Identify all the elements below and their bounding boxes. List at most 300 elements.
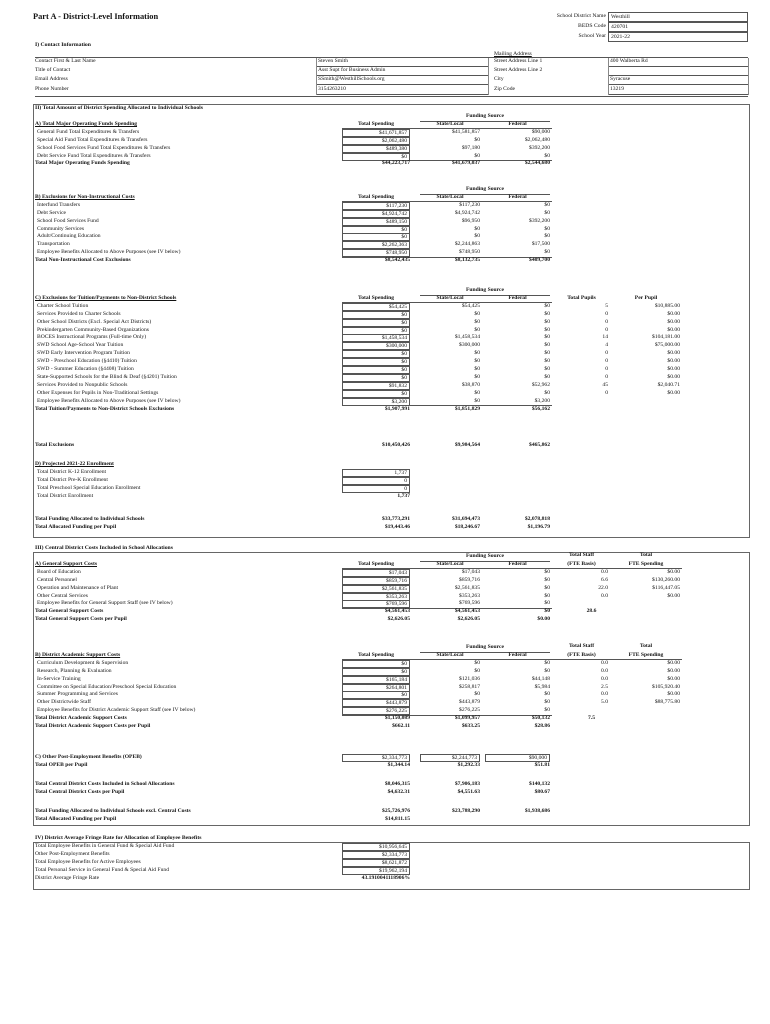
total-spending-cell[interactable]: $117,230 [342,202,410,210]
state-local-cell: $41,581,857 [452,128,480,135]
page-title: Part A - District-Level Information [33,12,159,21]
staff-cell[interactable]: 0.0 [601,675,608,682]
federal-cell: $0 [544,592,550,599]
total-pupils-cell[interactable]: 0 [605,350,608,357]
total-spending-cell[interactable]: $0 [342,311,410,319]
total-spending-cell[interactable]: $276,225 [342,707,410,715]
total-spending-header: Total Spending [357,560,394,567]
total-pupils-cell[interactable]: 5 [605,302,608,309]
state-local-cell: $0 [474,318,480,325]
federal-cell: $90,000 [531,128,550,135]
excl-central-total: $25,726,976 [382,808,410,814]
total-spending-cell[interactable]: $54,425 [342,303,410,311]
federal-cell: $44,148 [531,675,550,682]
fte-spending-header: FTE Spending [628,651,664,658]
mailing-label: Street Address Line 1 [494,58,543,64]
state-local-cell: $0 [474,233,480,240]
fringe-label: Other Post-Employment Benefits [35,850,110,857]
fte-total-header: Total [639,552,653,558]
total-spending-cell[interactable]: $0 [342,233,410,241]
enrollment-heading: D) Projected 2021-22 Enrollment [35,461,114,467]
state-local-cell: $769,596 [459,600,480,607]
total-spending-cell[interactable]: $17,043 [342,569,410,577]
enrollment-total-value: 1,737 [397,492,410,499]
section-total-label: Total District Academic Support Costs [35,715,127,722]
row-label: Other Districtwide Staff [37,699,91,706]
per-pupil-fed: $0.00 [537,616,550,623]
federal-header: Federal [508,120,527,127]
federal-cell: $5,984 [534,683,550,690]
central-label: Total Central District Costs Included in School Allocations [35,781,175,787]
mailing-value[interactable]: Syracuse [610,76,631,83]
total-spending-cell[interactable]: $4,924,742 [342,210,410,218]
staff-cell[interactable]: 0.0 [601,592,608,599]
state-local-header: State/Local [436,651,464,658]
alloc_per_pupil-label: Total Allocated Funding per Pupil [35,523,117,530]
funding-source-header: Funding Source [466,186,504,192]
row-label: Debt Service Fund Total Expenditures & Transfers [37,152,151,159]
federal-cell: $0 [544,152,550,159]
section-total-label: Total General Support Costs [35,608,104,615]
contact-label: Email Address [35,76,68,83]
funding_alloc-sl: $31,694,473 [452,516,480,522]
funding-source-header: Funding Source [466,287,504,293]
federal-header: Federal [508,193,527,200]
section-total-value: $1,150,089 [384,715,410,722]
total-spending-header: Total Spending [357,120,394,127]
total-spending-cell[interactable]: $2,262,363 [342,241,410,249]
state-local-cell: $121,036 [459,675,480,682]
opeb-per-pupil-fed: $51.81 [534,761,550,768]
beds-code-label: BEDS Code [578,23,606,29]
row-label: Adult/Continuing Education [37,233,101,240]
central_pp-fed: $80.67 [534,788,550,795]
row-label: Summer Programming and Services [37,691,118,698]
state-local-cell: $0 [474,358,480,365]
state-local-cell: $4,924,742 [454,209,480,216]
staff-cell[interactable]: 0.0 [601,568,608,575]
total-exclusions-label: Total Exclusions [35,442,75,448]
federal-cell: $0 [544,366,550,372]
row-label: Research, Planning & Evaluation [37,667,112,674]
staff-cell[interactable]: 0.0 [601,691,608,698]
total-pupils-cell[interactable]: 4 [605,342,608,349]
fte-spending-cell: $0.00 [667,592,680,599]
central_pp-sl: $4,551.63 [457,788,480,795]
federal-cell: $0 [544,600,550,607]
excl-central-sl: $23,788,290 [452,808,480,814]
total-pupils-cell[interactable]: 0 [605,389,608,396]
state-local-cell: $0 [474,136,480,143]
state-local-cell: $2,561,835 [454,584,480,591]
funding_alloc-label: Total Funding Allocated to Individual Schools [35,516,145,522]
central_pp-label: Total Central District Costs per Pupil [35,788,125,795]
fte-basis-header: (FTE Basis) [567,651,596,658]
section-total-sl: $4,561,453 [454,608,480,615]
per-pupil-label: Total District Academic Support Costs per Pupil [35,723,151,729]
mailing-label: Street Address Line 2 [494,67,543,74]
central-sl: $7,906,183 [454,781,480,787]
section-ii-c-heading: C) Exclusions for Tuition/Payments to Non-District Schools [35,294,177,301]
federal-header: Federal [508,651,527,658]
staff-cell[interactable]: 5.0 [601,699,608,706]
row-label: School Food Services Fund Total Expenditures & Transfers [37,144,171,151]
total-spending-cell[interactable]: $0 [342,327,410,335]
row-label: Debt Service [37,209,67,216]
row-label: Employee Benefits Allocated to Above Purposes (see IV below) [37,397,181,404]
section-total-fed: $50,132 [531,715,550,722]
federal-cell: $0 [544,389,550,396]
per-pupil-cell: $0.00 [667,366,680,372]
opeb-sl: $2,244,773 [420,754,480,762]
state-local-cell: $97,180 [461,144,480,151]
section-total-label: Total Non-Instructional Cost Exclusions [35,257,131,264]
section-total-sl: $1,851,829 [454,405,480,412]
state-local-cell: $748,950 [459,249,480,256]
federal-header: Federal [508,294,527,301]
fte-spending-cell: $116,447.05 [652,584,680,591]
state-local-cell: $0 [474,310,480,317]
total-spending-cell[interactable]: $1,458,534 [342,334,410,342]
total-spending-cell[interactable]: $859,716 [342,577,410,585]
section-ii-a-heading: A) Total Major Operating Funds Spending [35,120,138,127]
fringe-value[interactable]: $10,956,645 [342,843,410,851]
fringe-value[interactable]: $2,334,773 [342,851,410,859]
total-spending-cell[interactable]: $300,000 [342,342,410,350]
staff-cell[interactable]: 2.5 [601,683,608,690]
enrollment-value[interactable]: 0 [342,485,410,493]
total-spending-cell[interactable]: $91,832 [342,382,410,390]
staff-cell[interactable]: 6.6 [601,576,608,583]
row-label: SWD School Age-School Year Tuition [37,342,124,349]
contact-label: Phone Number [35,85,69,92]
state-local-cell: $96,950 [461,217,480,224]
section-total-staff: 7.5 [588,715,595,722]
excl-central-label: Total Funding Allocated to Individual Schools excl. Central Costs [35,808,191,814]
row-label: SWD Early Intervention Program Tuition [37,350,130,357]
row-label: Board of Education [37,568,81,575]
fte-spending-cell: $0.00 [667,675,680,682]
per-pupil-cell: $10,885.00 [654,302,680,309]
per-pupil-cell: $0.00 [667,389,680,396]
total-spending-cell[interactable]: $165,184 [342,676,410,684]
state-local-header: State/Local [436,193,464,200]
district-name-field[interactable]: Westhill [608,12,748,22]
section-total-value: $4,561,453 [384,608,410,615]
enrollment-label: Total Preschool Special Education Enrollment [37,484,141,491]
federal-cell: $0 [544,225,550,232]
state-local-header: State/Local [436,120,464,127]
section-total-sl: $8,132,735 [454,257,480,264]
row-label: Other Expenses for Pupils in Non-Traditional Settings [37,389,159,396]
section-total-value: $8,542,435 [384,257,410,264]
federal-cell: $3,200 [534,397,550,404]
federal-cell: $0 [544,310,550,317]
per-pupil-sl: $633.25 [461,723,480,729]
federal-cell: $17,500 [531,241,550,248]
beds-code-field[interactable]: 420701 [608,22,748,32]
per-pupil-sl: $2,626.05 [457,616,480,623]
total-pupils-cell[interactable]: 45 [602,381,608,388]
staff-cell[interactable]: 0.0 [601,659,608,666]
contact-value[interactable]: 3154263210 [318,85,346,92]
federal-cell: $0 [544,707,550,714]
section-total-staff: 28.6 [586,608,597,615]
federal-cell: $52,962 [531,381,550,388]
fte-spending-cell: $130,260.00 [652,576,680,583]
federal-cell: $0 [544,667,550,674]
federal-cell: $392,200 [529,144,550,151]
contact-label: Title of Contact [35,67,71,74]
federal-cell: $0 [544,201,550,208]
total-spending-header: Total Spending [357,651,394,658]
excl-per-pupil-total: $14,811.15 [385,815,410,822]
state-local-cell: $2,244,863 [454,241,480,248]
federal-cell: $0 [544,233,550,240]
total-spending-cell[interactable]: $0 [342,319,410,327]
fte-spending-header: FTE Spending [628,560,664,567]
total-spending-cell[interactable]: $748,950 [342,249,410,257]
fringe-value[interactable]: $8,621,872 [342,859,410,867]
section-total-fed: $0 [544,608,550,615]
per-pupil-label: Total General Support Costs per Pupil [35,616,127,623]
total-spending-cell[interactable]: $2,561,835 [342,585,410,593]
federal-cell: $0 [544,326,550,333]
fte-spending-cell: $0.00 [667,568,680,575]
fte-spending-cell: $0.00 [667,667,680,674]
fte-basis-header: (FTE Basis) [567,560,596,567]
funding-source-header: Funding Source [466,113,504,119]
section-iii-a-heading: A) General Support Costs [35,560,97,567]
total-pupils-cell[interactable]: 0 [605,326,608,333]
state-local-cell: $0 [474,350,480,357]
state-local-cell: $0 [474,152,480,159]
total-pupils-cell[interactable]: 14 [602,334,608,341]
alloc_per_pupil-total: $19,443.46 [384,523,410,530]
section-iv-heading: IV) District Average Fringe Rate for Allocation of Employee Benefits [35,835,202,841]
state-local-cell: $353,263 [459,592,480,599]
row-label: Committee on Special Education/Preschool Special Education [37,683,177,690]
state-local-cell: $0 [474,225,480,232]
per-pupil-cell: $75,000.00 [654,342,680,349]
total-pupils-cell[interactable]: 0 [605,318,608,325]
row-label: Employee Benefits Allocated to Above Purposes (see IV below) [37,249,181,256]
total-pupils-header: Total Pupils [567,294,596,301]
state-local-cell: $0 [474,667,480,674]
excl-central-fed: $1,938,686 [524,808,550,814]
school-year-field[interactable]: 2021-22 [608,32,748,42]
fringe-label: District Average Fringe Rate [35,874,100,881]
row-label: Prekindergarten Community-Based Organizations [37,326,149,333]
total-pupils-cell[interactable]: 0 [605,358,608,365]
federal-cell: $0 [544,342,550,349]
row-label: Services Provided to Charter Schools [37,310,121,317]
staff-cell[interactable]: 0.0 [601,667,608,674]
section-ii-b-heading: B) Exclusions for Non-Instructional Costs [35,193,135,200]
central_pp-total: $4,632.31 [387,788,410,795]
fringe-label: Total Employee Benefits for Active Employees [35,858,141,865]
total-spending-cell[interactable]: $0 [342,668,410,676]
section-total-label: Total Major Operating Funds Spending [35,160,130,167]
opeb-fed: $90,000 [485,754,550,762]
fringe-label: Total Personal Service in General Fund & Special Aid Fund [35,866,169,873]
per-pupil-cell: $104,181.00 [652,334,680,341]
state-local-cell: $117,230 [459,201,480,208]
total-pupils-cell[interactable]: 0 [605,310,608,317]
row-label: BOCES Instructional Programs (Full-time Only) [37,334,147,341]
section-total-value: $1,907,991 [384,405,410,412]
state-local-cell: $859,716 [459,576,480,583]
federal-cell: $0 [544,249,550,256]
state-local-cell: $0 [474,389,480,396]
school-year-label: School Year [578,33,606,39]
total-spending-cell[interactable]: $0 [342,153,410,161]
section-total-fed: $56,162 [531,405,550,412]
funding-source-header: Funding Source [466,644,504,650]
per-pupil-cell: $0.00 [667,326,680,333]
district-name-label: School District Name [556,13,606,19]
mailing-label: Zip Code [494,85,515,92]
enrollment-value[interactable]: 0 [342,477,410,485]
row-label: General Fund Total Expenditures & Transfers [37,128,140,135]
total-spending-cell[interactable]: $0 [342,691,410,699]
mailing-value[interactable]: 400 Walberta Rd [610,58,648,64]
state-local-cell: $300,000 [459,342,480,349]
enrollment-value[interactable]: 1,737 [342,469,410,477]
per-pupil-cell: $0.00 [667,310,680,317]
contact-value[interactable]: SSmith@WesthillSchools.org [318,76,385,83]
total-spending-cell[interactable]: $0 [342,390,410,398]
central-total: $8,046,315 [384,781,410,787]
alloc_per_pupil-sl: $18,246.67 [454,523,480,530]
section-total-value: $44,223,717 [382,160,410,167]
section-total-label: Total Tuition/Payments to Non-District Schools Exclusions [35,405,175,412]
fringe-value[interactable]: $19,962,194 [342,867,410,875]
total-spending-cell[interactable]: $3,200 [342,398,410,406]
total-pupils-cell[interactable]: 0 [605,366,608,372]
mailing-address-heading: Mailing Address [494,51,532,57]
contact-value[interactable]: Steven Smith [318,58,348,64]
row-label: Special Aid Fund Total Expenditures & Transfers [37,136,148,143]
fringe-value: 43.1910041118906% [361,874,410,881]
row-label: Central Personnel [37,576,77,583]
total-spending-header: Total Spending [357,193,394,200]
federal-cell: $0 [544,334,550,341]
contact-value[interactable]: Asst Supt for Business Admin [318,67,386,74]
total-spending-cell[interactable]: $264,801 [342,684,410,692]
row-label: School Food Services Fund [37,217,99,224]
opeb-total[interactable]: $2,334,773 [342,754,410,762]
total-spending-header: Total Spending [357,294,394,301]
row-label: Other School Districts (Excl. Special Act Districts) [37,318,152,325]
per-pupil-cell: $0.00 [667,318,680,325]
enrollment-label: Total District K-12 Enrollment [37,468,107,475]
total-spending-cell[interactable]: $443,879 [342,699,410,707]
row-label: In-Service Training [37,675,81,682]
section-total-fed: $409,700 [529,257,550,264]
row-label: Community Services [37,225,85,232]
central-fed: $140,132 [529,781,550,787]
state-local-cell: $0 [474,366,480,372]
federal-cell: $0 [544,302,550,309]
funding_alloc-fed: $2,078,818 [524,516,550,522]
federal-cell: $0 [544,691,550,698]
federal-cell: $0 [544,699,550,706]
per-pupil-total: $2,626.05 [387,616,410,623]
per-pupil-cell: $0.00 [667,350,680,357]
funding_alloc-total: $33,773,291 [382,516,410,522]
per-pupil-header: Per Pupil [634,294,658,301]
per-pupil-cell: $2,040.71 [657,381,680,388]
total-spending-cell[interactable]: $769,596 [342,600,410,608]
row-label: Employee Benefits for General Support Staff (see IV below) [37,600,173,607]
total-exclusions-fed: $465,862 [529,442,550,448]
state-local-header: State/Local [436,294,464,301]
enrollment-label: Total District Pre-K Enrollment [37,476,108,483]
mailing-value[interactable]: 13219 [610,85,624,92]
total-spending-cell[interactable]: $0 [342,226,410,234]
state-local-cell: $0 [474,373,480,380]
row-label: Curriculum Development & Supervision [37,659,129,666]
federal-header: Federal [508,560,527,567]
total-spending-cell[interactable]: $0 [342,350,410,358]
state-local-cell: $0 [474,397,480,404]
total-pupils-cell[interactable]: 0 [605,373,608,380]
total-spending-cell[interactable]: $2,062,480 [342,137,410,145]
fte-spending-cell: $105,920.40 [652,683,680,690]
row-label: Employee Benefits for District Academic Support Staff (see IV below) [37,707,196,714]
total-spending-cell[interactable]: $0 [342,374,410,382]
contact-heading: I) Contact Information [35,42,91,48]
mailing-label: City [494,76,504,83]
total-exclusions-value: $10,450,426 [382,442,410,448]
staff-cell[interactable]: 22.0 [598,584,608,591]
alloc_per_pupil-fed: $1,196.79 [527,523,550,530]
state-local-cell: $0 [474,326,480,333]
state-local-cell: $0 [474,659,480,666]
total-spending-cell[interactable]: $353,263 [342,593,410,601]
total-spending-cell[interactable]: $41,671,857 [342,129,410,137]
total-spending-cell[interactable]: $489,150 [342,218,410,226]
total-spending-cell[interactable]: $489,380 [342,145,410,153]
federal-cell: $392,200 [529,217,550,224]
opeb-per-pupil-sl: $1,292.33 [457,761,480,768]
section-iii-b-heading: B) District Academic Support Costs [35,651,121,658]
federal-cell: $0 [544,358,550,365]
opeb-per-pupil-total: $1,344.14 [387,761,410,768]
per-pupil-cell: $0.00 [667,373,680,380]
row-label: State-Supported Schools for the Blind & Deaf (§4201) Tuition [37,373,177,380]
state-local-cell: $258,817 [459,683,480,690]
federal-cell: $0 [544,568,550,575]
row-label: Transportation [37,241,70,248]
state-local-cell: $54,425 [461,302,480,309]
fte-spending-cell: $0.00 [667,659,680,666]
total-spending-cell[interactable]: $0 [342,660,410,668]
total-spending-cell[interactable]: $0 [342,358,410,366]
fte-spending-cell: $0.00 [667,691,680,698]
federal-cell: $0 [544,209,550,216]
enrollment-total-label: Total District Enrollment [37,492,94,499]
federal-cell: $0 [544,576,550,583]
fte-spending-cell: $88,775.80 [654,699,680,706]
state-local-cell: $443,879 [459,699,480,706]
row-label: Charter School Tuition [37,302,89,309]
row-label: SWD - Summer Education (§4408) Tuition [37,366,134,372]
total-spending-cell[interactable]: $0 [342,366,410,374]
fringe-label: Total Employee Benefits in General Fund & Special Aid Fund [35,843,175,849]
row-label: SWD - Preschool Education (§4410) Tuition [37,358,137,365]
